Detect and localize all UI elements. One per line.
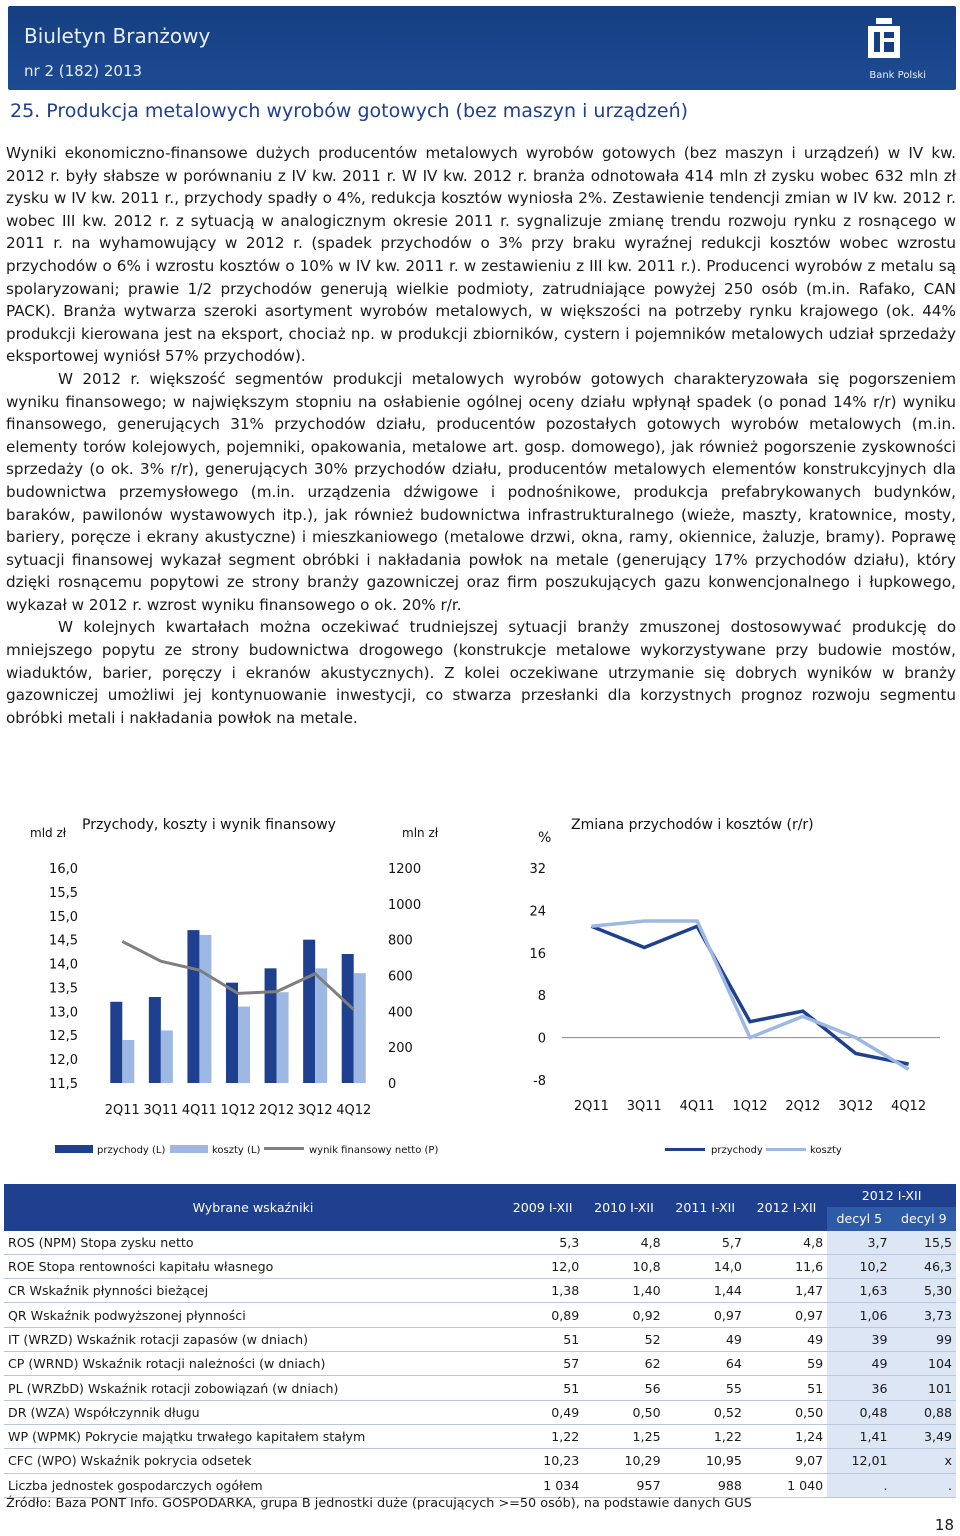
bulletin-issue: nr 2 (182) 2013	[24, 62, 143, 80]
table-cell: 15,5	[892, 1231, 956, 1255]
table-cell: 10,8	[583, 1254, 664, 1278]
article-body	[6, 142, 956, 729]
row-label: ROE Stopa rentowności kapitału własnego	[4, 1254, 502, 1278]
table-cell: 49	[827, 1352, 891, 1376]
table-cell: 9,07	[746, 1449, 827, 1473]
bar	[161, 1030, 173, 1083]
y-tick-label: 11,5	[49, 1077, 78, 1092]
bar	[149, 997, 161, 1083]
y-tick-label: 16	[529, 946, 546, 962]
table-cell: 1,40	[583, 1279, 664, 1303]
series-line	[591, 926, 908, 1064]
table-cell: 56	[583, 1376, 664, 1400]
chart2-legend	[665, 1145, 842, 1156]
table-cell: 49	[746, 1327, 827, 1351]
left-axis-unit: mld zł	[30, 826, 67, 840]
table-cell: 49	[665, 1327, 746, 1351]
chart1-title: Przychody, koszty i wynik finansowy	[82, 817, 336, 833]
col-header: 2009 I-XII	[502, 1184, 583, 1231]
bar	[342, 954, 354, 1083]
table-cell: 52	[583, 1327, 664, 1351]
table-cell: 3,7	[827, 1231, 891, 1255]
row-label: CP (WRND) Wskaźnik rotacji należności (w dniach)	[4, 1352, 502, 1376]
row-label: PL (WRZbD) Wskaźnik rotacji zobowiązań (w dniach)	[4, 1376, 502, 1400]
right-axis-unit: mln zł	[402, 826, 439, 840]
x-tick-label: 2Q12	[785, 1099, 821, 1114]
table-cell: 1,06	[827, 1303, 891, 1327]
paragraph: W 2012 r. większość segmentów produkcji metalowych wyrobów gotowych charakteryzowała się pogorszeniem wyniku finansowego; w największym stopniu na osłabienie ogólnej oceny działu wpłynął spadek (o ponad 14% r/r) wyniku finansowego, generujących 31% przychodów działu, producentów pozostałych gotowych wyrobów metalowych (m.in. elementy torów kolejowych, pojemniki, opakowania, metalowe art. gosp. domowego), jak również pogorszenie zyskowności sprzedaży (o ok. 3% r/r), generujących 30% przychodów działu, producentów metalowych elementów konstrukcyjnych dla budownictwa przemysłowego (m.in. urządzenia dźwigowe i podnośnikowe, produkcja prefabrykowanych budynków, baraków, pawilonów wystawowych itp.), jak również budownictwa infrastrukturalnego (wieże, maszty, kratownice, mosty, bariery, poręcze i ekrany akustyczne) i mieszkaniowego (metalowe drzwi, okna, ramy, okiennice, żaluzje, bramy). Poprawę sytuacji finansowej wykazał segment obróbki i nakładania powłok na metale (generujący 17% przychodów działu), który dzięki rosnącemu popytowi ze strony branży gazowniczej oraz firm poszukujących gazu konwencjonalnego i łupkowego, wykazał w 2012 r. wzrost wyniku finansowego o ok. 20% r/r.	[6, 369, 956, 614]
table-cell: 1,38	[502, 1279, 583, 1303]
bar	[303, 940, 315, 1083]
bar	[226, 983, 238, 1083]
table-cell: 0,97	[746, 1303, 827, 1327]
bar	[187, 930, 199, 1083]
bar	[277, 992, 289, 1083]
legend-label: przychody (L)	[97, 1145, 166, 1156]
table-cell: 0,52	[665, 1400, 746, 1424]
bulletin-title: Biuletyn Branżowy	[24, 24, 211, 48]
bar	[122, 1040, 134, 1083]
y-tick-label: -8	[533, 1074, 546, 1089]
legend-swatch-costs	[170, 1145, 208, 1153]
table-cell: 1,22	[502, 1424, 583, 1448]
table-cell: 64	[665, 1352, 746, 1376]
table-cell: .	[827, 1473, 891, 1497]
table-cell: 10,29	[583, 1449, 664, 1473]
table-cell: 1,44	[665, 1279, 746, 1303]
table-cell: 0,92	[583, 1303, 664, 1327]
table-cell: 10,95	[665, 1449, 746, 1473]
table-cell: 62	[583, 1352, 664, 1376]
legend-swatch-revenue	[665, 1148, 705, 1151]
x-tick-label: 1Q12	[732, 1099, 768, 1114]
table-row	[4, 1424, 956, 1448]
table-cell: 57	[502, 1352, 583, 1376]
row-label: DR (WZA) Współczynnik długu	[4, 1400, 502, 1424]
paragraph: Wyniki ekonomiczno-finansowe dużych producentów metalowych wyrobów gotowych (bez maszyn i urządzeń) w IV kw. 2012 r. były słabsze w porównaniu z IV kw. 2011 r. W IV kw. 2012 r. branża odnotowała 414 mln zł zysku wobec 632 mln zł zysku w IV kw. 2011 r., przychody spadły o 4%, redukcja kosztów wyniosła 2%. Zestawienie tendencji zmian w IV kw. 2012 r. wobec III kw. 2012 r. z sytuacją w analogicznym okresie 2011 r. sygnalizuje zmianę trendu rozwoju rynku z rosnącego w 2011 r. na wyhamowujący w 2012 r. (spadek przychodów o 3% przy braku wyraźnej redukcji kosztów wobec wzrostu przychodów o 6% i wzrostu kosztów o 10% w IV kw. 2011 r. w zestawieniu z III kw. 2011 r.). Producenci wyrobów z metalu są spolaryzowani; prawie 1/2 przychodów generują wielkie podmioty, zatrudniające powyżej 250 osób (m.in. Rafako, CAN PACK). Branża wytwarza szeroki asortyment wyrobów metalowych, w większości na potrzeby rynku krajowego (ok. 44% produkcji kierowana jest na eksport, chociaż np. w produkcji zbiorników, cystern i pojemników metalowych udział sprzedaży eksportowej wyniósł 57% przychodów).	[6, 144, 956, 366]
y2-tick-label: 600	[388, 969, 413, 985]
y-tick-label: 13,0	[49, 1005, 78, 1021]
y-tick-label: 24	[529, 904, 546, 920]
col-subheader: decyl 5	[827, 1207, 891, 1230]
table-cell: 4,8	[583, 1231, 664, 1255]
x-tick-label: 3Q12	[297, 1103, 333, 1118]
table-row	[4, 1376, 956, 1400]
table-row	[4, 1352, 956, 1376]
bar	[265, 968, 277, 1083]
col-subheader: decyl 9	[892, 1207, 956, 1230]
table-cell: 1 040	[746, 1473, 827, 1497]
y-tick-label: 32	[529, 862, 546, 877]
table-cell: 5,7	[665, 1231, 746, 1255]
table-cell: 1,25	[583, 1424, 664, 1448]
x-tick-label: 1Q12	[220, 1103, 256, 1118]
y-tick-label: 14,0	[49, 957, 78, 973]
table-cell: 0,88	[892, 1400, 956, 1424]
x-tick-label: 4Q11	[181, 1103, 217, 1118]
table-cell: 5,3	[502, 1231, 583, 1255]
table-cell: 0,50	[746, 1400, 827, 1424]
x-tick-label: 3Q11	[143, 1103, 179, 1118]
y2-tick-label: 0	[388, 1077, 397, 1092]
y2-tick-label: 1000	[388, 897, 422, 913]
table-row	[4, 1449, 956, 1473]
x-tick-label: 3Q12	[838, 1099, 874, 1114]
table-cell: 1,63	[827, 1279, 891, 1303]
table-cell: .	[892, 1473, 956, 1497]
col-header: 2010 I-XII	[583, 1184, 664, 1231]
series-line	[591, 921, 908, 1069]
page-number: 18	[934, 1516, 954, 1534]
table-cell: 104	[892, 1352, 956, 1376]
x-tick-label: 2Q11	[104, 1103, 140, 1118]
table-row	[4, 1473, 956, 1497]
y2-tick-label: 400	[388, 1005, 413, 1021]
table-row	[4, 1254, 956, 1278]
y-tick-label: 13,5	[49, 981, 78, 997]
table-cell: 39	[827, 1327, 891, 1351]
y2-tick-label: 200	[388, 1041, 413, 1057]
table-row	[4, 1279, 956, 1303]
table-cell: 988	[665, 1473, 746, 1497]
chart2-title: Zmiana przychodów i kosztów (r/r)	[571, 817, 814, 833]
table-cell: 12,01	[827, 1449, 891, 1473]
table-cell: 0,48	[827, 1400, 891, 1424]
table-cell: 3,73	[892, 1303, 956, 1327]
row-label: QR Wskaźnik podwyższonej płynności	[4, 1303, 502, 1327]
row-label: CFC (WPO) Wskaźnik pokrycia odsetek	[4, 1449, 502, 1473]
y-tick-label: 14,5	[49, 933, 78, 949]
table-cell: 12,0	[502, 1254, 583, 1278]
table-header-label: Wybrane wskaźniki	[4, 1184, 502, 1231]
legend-label: wynik finansowy netto (P)	[309, 1145, 439, 1156]
chart2-ylabel: %	[538, 830, 552, 846]
table-cell: 55	[665, 1376, 746, 1400]
table-row	[4, 1327, 956, 1351]
legend-swatch-costs	[766, 1148, 806, 1151]
table-cell: 3,49	[892, 1424, 956, 1448]
y2-tick-label: 800	[388, 933, 413, 949]
source-note: Źródło: Baza PONT Info. GOSPODARKA, grupa B jednostki duże (pracujących >=50 osób), na podstawie danych GUS	[6, 1496, 752, 1511]
chart-revenue-costs-result	[30, 817, 439, 1156]
table-cell: 59	[746, 1352, 827, 1376]
x-tick-label: 2Q11	[573, 1099, 609, 1114]
table-cell: 99	[892, 1327, 956, 1351]
table-row	[4, 1231, 956, 1255]
section-title: 25. Produkcja metalowych wyrobów gotowych (bez maszyn i urządzeń)	[10, 100, 689, 122]
y-tick-label: 12,0	[49, 1053, 78, 1069]
table-cell: 0,49	[502, 1400, 583, 1424]
table-cell: 1,41	[827, 1424, 891, 1448]
col-header: 2011 I-XII	[665, 1184, 746, 1231]
bank-label: Bank Polski	[869, 70, 926, 81]
table-cell: 1 034	[502, 1473, 583, 1497]
x-tick-label: 4Q12	[891, 1099, 927, 1114]
y-tick-label: 8	[537, 989, 546, 1005]
col-group-header: 2012 I-XII	[827, 1184, 956, 1207]
table-cell: 4,8	[746, 1231, 827, 1255]
chart-yoy-change	[529, 817, 940, 1156]
bar	[315, 968, 327, 1083]
bar	[199, 935, 211, 1083]
x-tick-label: 4Q12	[336, 1103, 372, 1118]
legend-label: koszty	[810, 1145, 842, 1156]
y-tick-label: 12,5	[49, 1029, 78, 1045]
table-cell: 51	[746, 1376, 827, 1400]
table-cell: 101	[892, 1376, 956, 1400]
table-cell: 5,30	[892, 1279, 956, 1303]
bar	[110, 1002, 122, 1083]
x-tick-label: 2Q12	[259, 1103, 295, 1118]
row-label: ROS (NPM) Stopa zysku netto	[4, 1231, 502, 1255]
table-cell: 0,97	[665, 1303, 746, 1327]
row-label: Liczba jednostek gospodarczych ogółem	[4, 1473, 502, 1497]
legend-swatch-result	[264, 1147, 304, 1150]
table-cell: 10,2	[827, 1254, 891, 1278]
row-label: CR Wskaźnik płynności bieżącej	[4, 1279, 502, 1303]
table-cell: 1,47	[746, 1279, 827, 1303]
bar	[238, 1007, 250, 1083]
y2-tick-label: 1200	[388, 862, 422, 877]
y-tick-label: 16,0	[49, 862, 78, 877]
table-cell: 46,3	[892, 1254, 956, 1278]
row-label: WP (WPMK) Pokrycie majątku trwałego kapitałem stałym	[4, 1424, 502, 1448]
y-tick-label: 0	[537, 1031, 546, 1047]
table-cell: x	[892, 1449, 956, 1473]
paragraph: W kolejnych kwartałach można oczekiwać trudniejszej sytuacji branży zmuszonej dostosowywać produkcję do mniejszego popytu ze strony budownictwa drogowego (konstrukcje metalowe wykorzystywane przy budowie mostów, wiaduktów, barier, poręczy i ekranów akustycznych). Z kolei oczekiwane utrzymanie się dobrych wyników w branży gazowniczej umożliwi jej kontynuowanie inwestycji, co stwarza przesłanki dla korzystnych prognoz rozwoju segmentu obróbki metali i nakładania powłok na metale.	[6, 618, 956, 727]
legend-label: koszty (L)	[212, 1145, 261, 1156]
table-cell: 51	[502, 1327, 583, 1351]
x-tick-label: 4Q11	[679, 1099, 715, 1114]
indicators-table	[4, 1184, 956, 1498]
table-cell: 957	[583, 1473, 664, 1497]
table-cell: 51	[502, 1376, 583, 1400]
y-tick-label: 15,0	[49, 909, 78, 925]
row-label: IT (WRZD) Wskaźnik rotacji zapasów (w dniach)	[4, 1327, 502, 1351]
table-cell: 1,22	[665, 1424, 746, 1448]
bar	[354, 973, 366, 1083]
table-cell: 14,0	[665, 1254, 746, 1278]
y-tick-label: 15,5	[49, 885, 78, 901]
table-cell: 0,89	[502, 1303, 583, 1327]
chart1-legend	[55, 1145, 438, 1156]
col-header: 2012 I-XII	[746, 1184, 827, 1231]
table-row	[4, 1400, 956, 1424]
table-cell: 1,24	[746, 1424, 827, 1448]
legend-label: przychody	[711, 1145, 763, 1156]
table-row	[4, 1303, 956, 1327]
table-cell: 10,23	[502, 1449, 583, 1473]
charts-area	[0, 800, 960, 1170]
table-cell: 0,50	[583, 1400, 664, 1424]
x-tick-label: 3Q11	[626, 1099, 662, 1114]
bulletin-header	[8, 6, 956, 90]
table-cell: 36	[827, 1376, 891, 1400]
table-cell: 11,6	[746, 1254, 827, 1278]
pko-logo	[856, 16, 912, 72]
legend-swatch-revenue	[55, 1145, 93, 1153]
